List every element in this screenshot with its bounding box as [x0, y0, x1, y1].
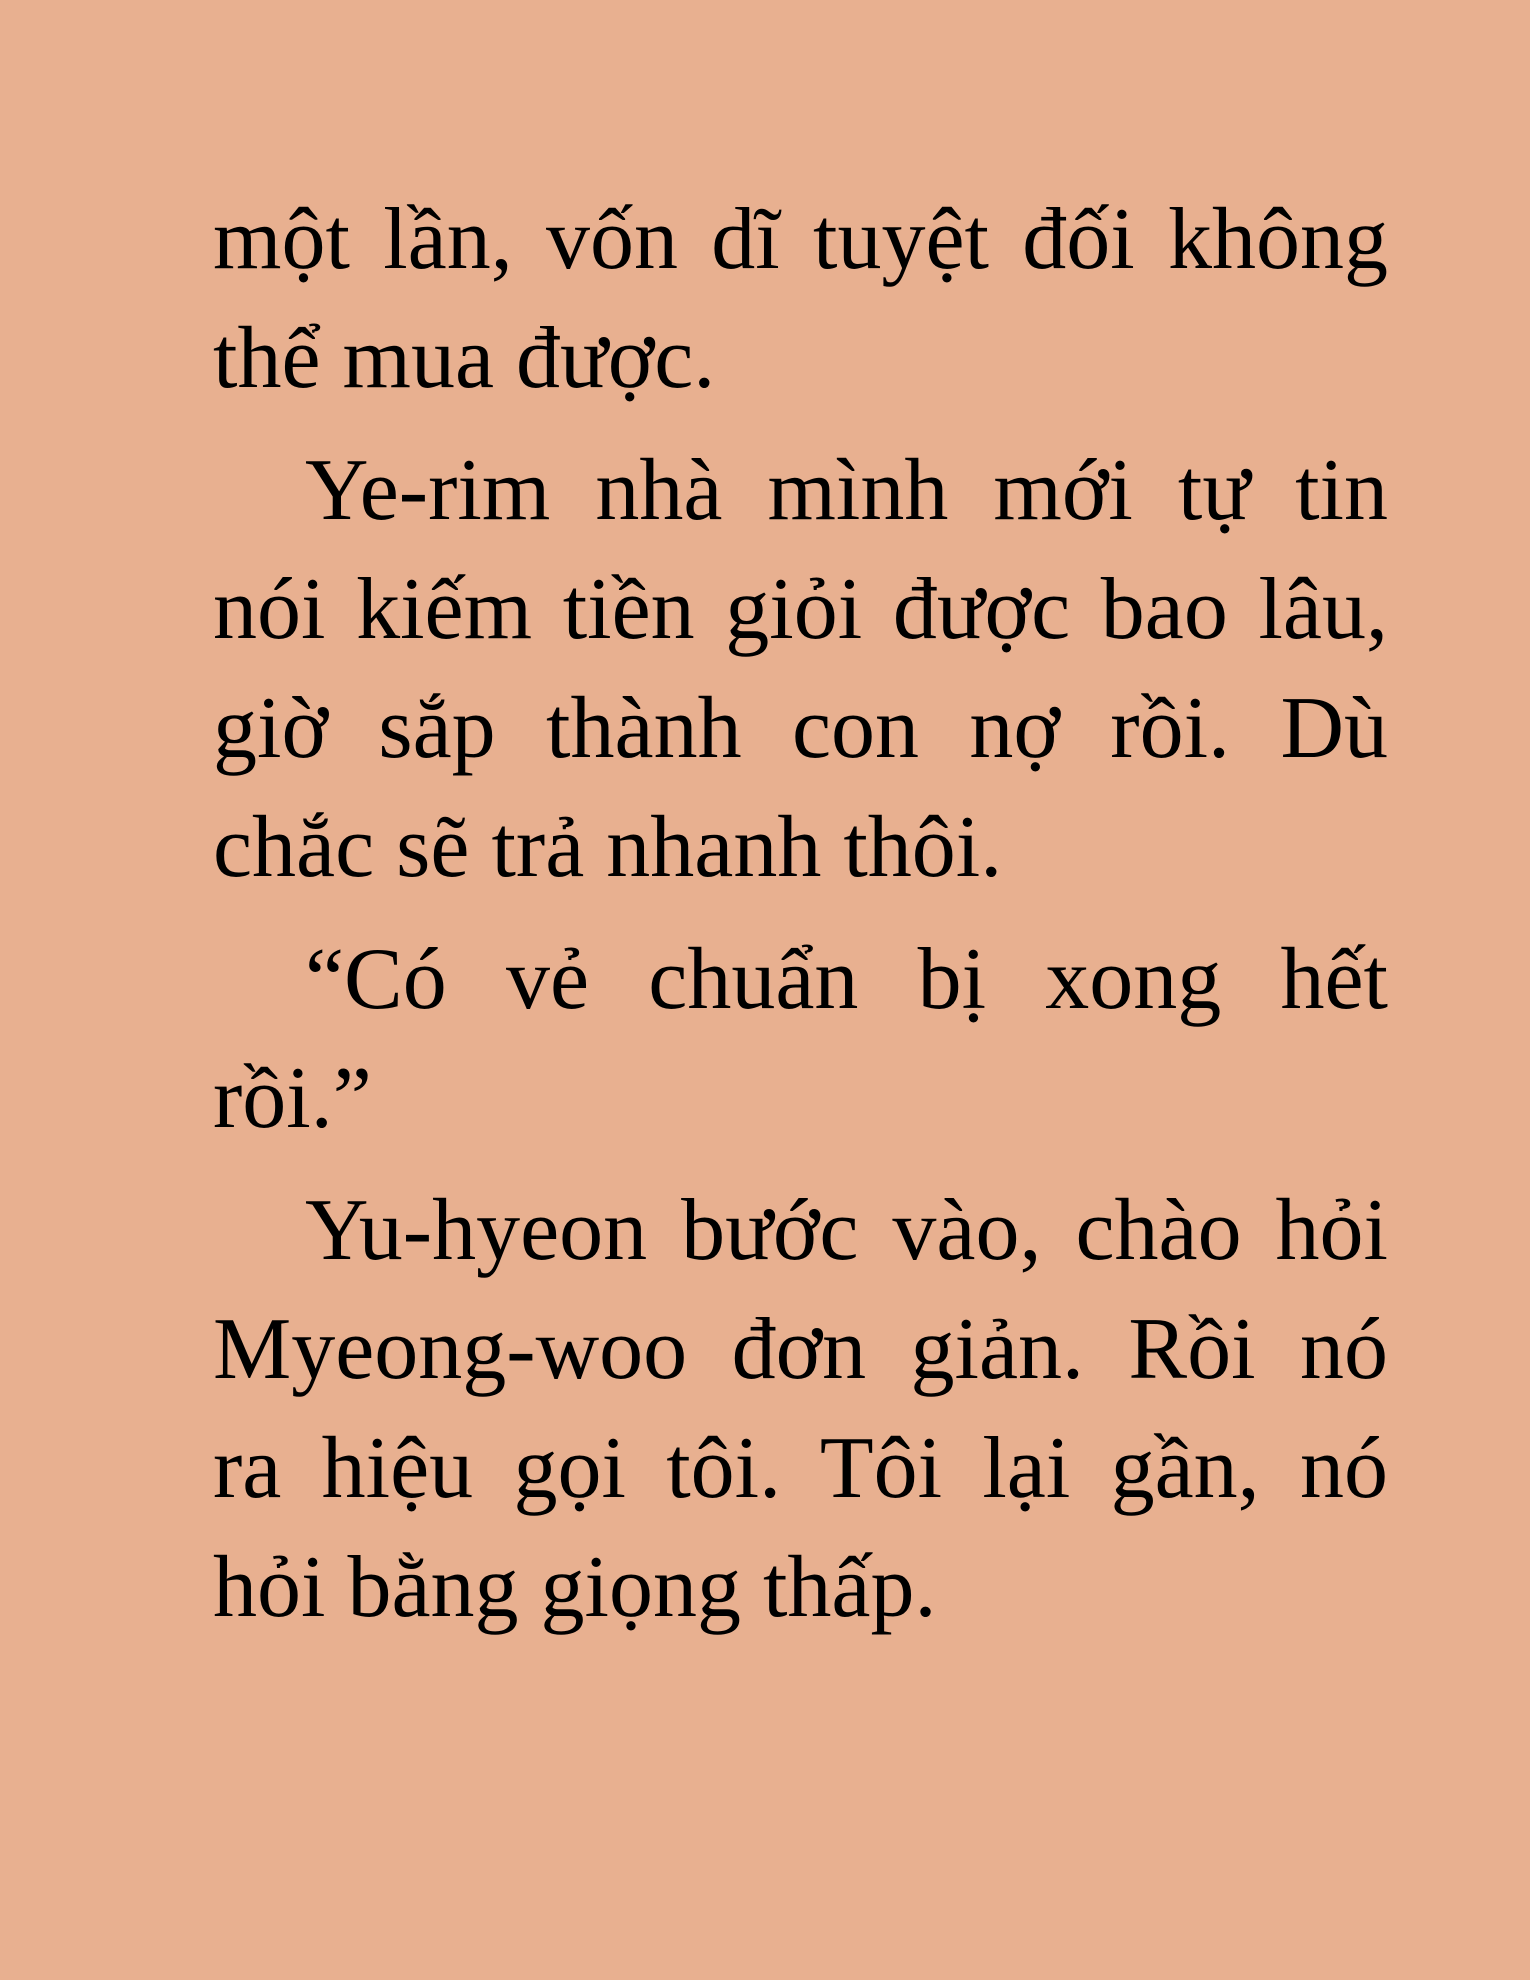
text-body	[213, 180, 1388, 1647]
paragraph-4	[213, 1171, 1388, 1647]
text-line: Ye-rim nhà mình mới tự tin	[305, 442, 1388, 539]
text-line: rồi.”	[213, 1050, 372, 1147]
text-line: hỏi bằng giọng thấp.	[213, 1539, 937, 1636]
text-line: ra hiệu gọi tôi. Tôi lại gần, nó	[213, 1420, 1388, 1517]
text-line: giờ sắp thành con nợ rồi. Dù	[213, 680, 1388, 777]
text-line: Yu-hyeon bước vào, chào hỏi	[305, 1182, 1388, 1279]
paragraph-2	[213, 431, 1388, 907]
text-line: Myeong-woo đơn giản. Rồi nó	[213, 1301, 1388, 1398]
text-line: nói kiếm tiền giỏi được bao lâu,	[213, 561, 1388, 658]
text-line: chắc sẽ trả nhanh thôi.	[213, 799, 1003, 896]
text-line: “Có vẻ chuẩn bị xong hết	[305, 931, 1388, 1028]
paragraph-1	[213, 180, 1388, 418]
text-line: một lần, vốn dĩ tuyệt đối không	[213, 191, 1388, 288]
text-line: thể mua được.	[213, 310, 716, 407]
paragraph-3	[213, 920, 1388, 1158]
